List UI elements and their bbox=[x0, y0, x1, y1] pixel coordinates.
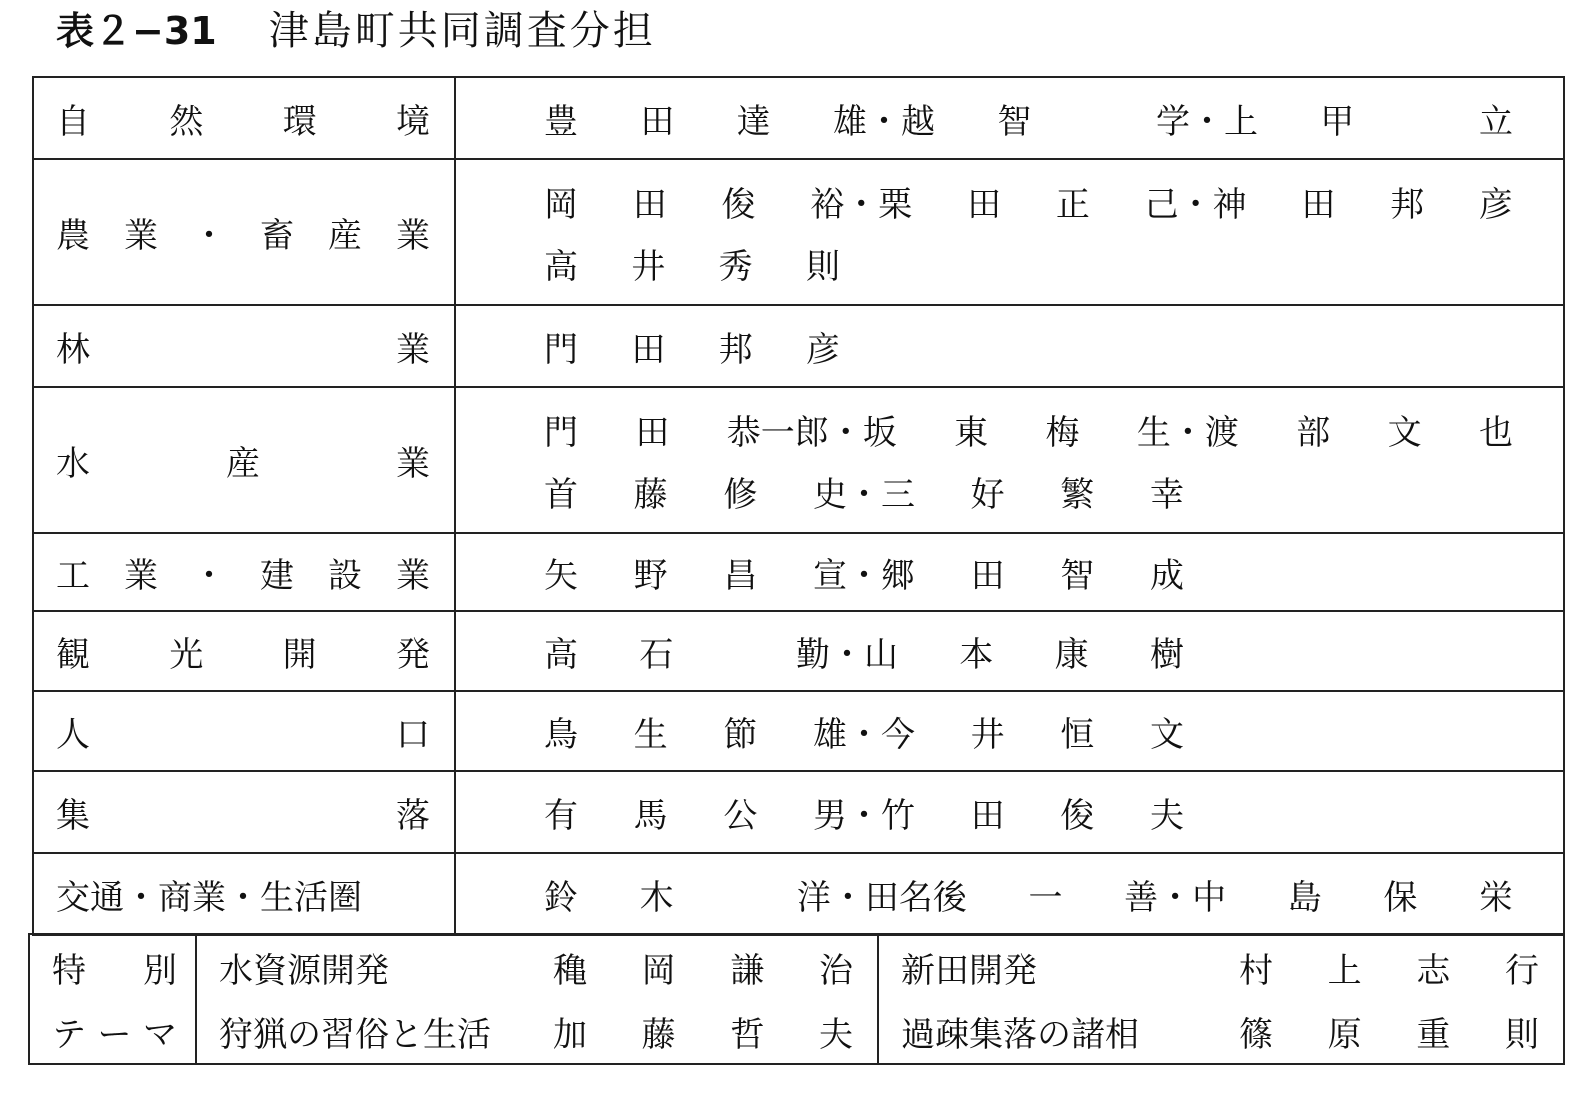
member-token: 修 bbox=[723, 474, 758, 515]
member-token: 生 bbox=[633, 714, 668, 755]
member-token: 首 bbox=[544, 474, 578, 515]
member-token: 俊 bbox=[1060, 795, 1095, 836]
category-char: 業 bbox=[396, 443, 430, 484]
special-theme-person bbox=[1239, 943, 1539, 992]
member-token: 高 bbox=[544, 246, 578, 287]
member-token: 智 bbox=[997, 101, 1032, 142]
member-token: 田 bbox=[632, 184, 667, 225]
member-token: 善・中 bbox=[1124, 877, 1227, 918]
members-line bbox=[544, 232, 840, 294]
category-cell bbox=[33, 771, 455, 853]
table-row bbox=[33, 691, 1564, 771]
special-themes-header bbox=[29, 934, 196, 1064]
member-token: 門 bbox=[544, 329, 578, 370]
special-theme-topic: 水資源開発 bbox=[219, 950, 389, 991]
header-char: ー bbox=[97, 1014, 132, 1055]
category-char: 農 bbox=[56, 215, 90, 256]
member-token: 文 bbox=[1387, 412, 1422, 453]
table-number: 表２−31 bbox=[56, 9, 217, 53]
person-char: 志 bbox=[1416, 950, 1451, 991]
member-token: 洋・田名後 bbox=[796, 877, 967, 918]
members-cell bbox=[455, 691, 1564, 771]
member-token: 保 bbox=[1383, 877, 1418, 918]
special-themes-left bbox=[196, 934, 878, 1064]
members-cell bbox=[455, 305, 1564, 387]
header-char: 別 bbox=[143, 950, 177, 991]
member-token: 鈴 bbox=[544, 877, 578, 918]
member-token: 好 bbox=[970, 474, 1005, 515]
category-char: 集 bbox=[56, 795, 90, 836]
special-header-line-2 bbox=[52, 999, 177, 1063]
category-char: 業 bbox=[124, 215, 158, 256]
table-row bbox=[33, 853, 1564, 935]
category-cell bbox=[33, 853, 455, 935]
members-cell bbox=[455, 159, 1564, 305]
category-char: 境 bbox=[395, 101, 430, 142]
category-char: 業 bbox=[124, 555, 158, 596]
category-cell bbox=[33, 533, 455, 611]
members-cell bbox=[455, 853, 1564, 935]
member-token: 正 bbox=[1055, 184, 1090, 225]
category-char: ・ bbox=[192, 215, 226, 256]
member-token: 文 bbox=[1149, 714, 1184, 755]
person-char: 穐 bbox=[553, 950, 587, 991]
category-char: 水 bbox=[56, 443, 90, 484]
category-char: 工 bbox=[56, 555, 90, 596]
members-line bbox=[544, 87, 1513, 149]
members-cell bbox=[455, 611, 1564, 691]
member-token: 田 bbox=[1301, 184, 1336, 225]
category-char: 林 bbox=[56, 329, 90, 370]
table-row bbox=[33, 611, 1564, 691]
member-token: 裕・栗 bbox=[810, 184, 913, 225]
person-char: 篠 bbox=[1239, 1014, 1273, 1055]
member-token: 達 bbox=[736, 101, 771, 142]
category-char: 業 bbox=[396, 555, 430, 596]
member-token: 部 bbox=[1296, 412, 1331, 453]
category-cell bbox=[33, 77, 455, 159]
person-char: 則 bbox=[1504, 1014, 1539, 1055]
special-header-line-1 bbox=[52, 935, 177, 999]
table-row bbox=[33, 159, 1564, 305]
member-token: 智 bbox=[1060, 555, 1095, 596]
member-token: 恭一郎・坂 bbox=[726, 412, 897, 453]
member-token: 東 bbox=[954, 412, 989, 453]
member-token: 本 bbox=[959, 634, 994, 675]
member-token: 藤 bbox=[633, 474, 668, 515]
member-token: 宣・郷 bbox=[812, 555, 915, 596]
member-token: 邦 bbox=[1390, 184, 1425, 225]
member-token: 田 bbox=[635, 412, 670, 453]
member-token: 秀 bbox=[718, 246, 753, 287]
special-theme-topic: 過疎集落の諸相 bbox=[901, 1014, 1139, 1055]
member-token: 高 bbox=[544, 634, 578, 675]
table-caption: 津島町共同調査分担 bbox=[268, 8, 656, 54]
member-token: 雄・今 bbox=[812, 714, 915, 755]
members-line bbox=[544, 781, 1184, 843]
member-token: 馬 bbox=[633, 795, 668, 836]
member-token: 昌 bbox=[723, 555, 758, 596]
members-line bbox=[544, 700, 1184, 762]
member-token: 甲 bbox=[1320, 101, 1355, 142]
header-char: 特 bbox=[52, 950, 86, 991]
category-char: 建 bbox=[260, 555, 294, 596]
category-char: 交通・商業・生活圏 bbox=[56, 877, 362, 918]
members-line bbox=[544, 620, 1184, 682]
category-cell bbox=[33, 611, 455, 691]
person-char: 藤 bbox=[641, 1014, 676, 1055]
special-theme-item bbox=[901, 999, 1539, 1063]
special-themes-right bbox=[878, 934, 1564, 1064]
category-char: ・ bbox=[192, 555, 226, 596]
category-char: 人 bbox=[56, 714, 90, 755]
member-token: 節 bbox=[723, 714, 758, 755]
person-char: 治 bbox=[818, 950, 853, 991]
members-line bbox=[544, 863, 1513, 925]
table-row bbox=[33, 77, 1564, 159]
table-row bbox=[33, 387, 1564, 533]
category-cell bbox=[33, 691, 455, 771]
category-cell bbox=[33, 305, 455, 387]
category-char: 業 bbox=[396, 215, 430, 256]
member-token: 栄 bbox=[1479, 877, 1513, 918]
member-token: 夫 bbox=[1149, 795, 1184, 836]
members-line bbox=[544, 460, 1184, 522]
special-theme-item bbox=[901, 935, 1539, 999]
person-char: 上 bbox=[1327, 950, 1362, 991]
category-char: 発 bbox=[395, 634, 430, 675]
person-char: 村 bbox=[1239, 950, 1273, 991]
member-token: 木 bbox=[639, 877, 674, 918]
member-token: 邦 bbox=[718, 329, 753, 370]
member-token: 田 bbox=[640, 101, 675, 142]
member-token: 彦 bbox=[805, 329, 840, 370]
person-char: 原 bbox=[1327, 1014, 1362, 1055]
members-cell bbox=[455, 533, 1564, 611]
member-token: 繁 bbox=[1060, 474, 1095, 515]
category-char: 然 bbox=[169, 101, 204, 142]
member-token: 史・三 bbox=[812, 474, 915, 515]
table-title bbox=[56, 6, 656, 56]
category-char: 産 bbox=[226, 443, 260, 484]
member-token: 島 bbox=[1287, 877, 1322, 918]
special-themes-row bbox=[29, 934, 1564, 1064]
member-token: 幸 bbox=[1149, 474, 1184, 515]
member-token: 俊 bbox=[721, 184, 756, 225]
table-row bbox=[33, 533, 1564, 611]
person-char: 加 bbox=[553, 1014, 587, 1055]
member-token: 一 bbox=[1028, 877, 1063, 918]
member-token: 田 bbox=[967, 184, 1002, 225]
member-token: 公 bbox=[723, 795, 758, 836]
category-cell bbox=[33, 159, 455, 305]
member-token: 石 bbox=[639, 634, 674, 675]
members-cell bbox=[455, 77, 1564, 159]
member-token: 也 bbox=[1479, 412, 1513, 453]
member-token: 己・神 bbox=[1144, 184, 1247, 225]
member-token: 田 bbox=[970, 555, 1005, 596]
members-cell bbox=[455, 387, 1564, 533]
special-theme-topic: 狩猟の習俗と生活 bbox=[219, 1014, 491, 1055]
person-char: 夫 bbox=[818, 1014, 853, 1055]
person-char: 岡 bbox=[641, 950, 676, 991]
members-cell bbox=[455, 771, 1564, 853]
special-theme-person bbox=[553, 1007, 853, 1056]
member-token: 梅 bbox=[1045, 412, 1080, 453]
category-char: 環 bbox=[282, 101, 317, 142]
category-char: 光 bbox=[169, 634, 204, 675]
header-char: テ bbox=[52, 1014, 86, 1055]
member-token: 門 bbox=[544, 412, 578, 453]
table-row bbox=[33, 771, 1564, 853]
person-char: 重 bbox=[1416, 1014, 1451, 1055]
category-char: 落 bbox=[395, 795, 430, 836]
member-token: 康 bbox=[1054, 634, 1089, 675]
category-char: 産 bbox=[328, 215, 362, 256]
member-token: 則 bbox=[805, 246, 840, 287]
member-token: 成 bbox=[1149, 555, 1184, 596]
category-cell bbox=[33, 387, 455, 533]
members-line bbox=[544, 315, 840, 377]
member-token: 田 bbox=[631, 329, 666, 370]
member-token: 恒 bbox=[1060, 714, 1095, 755]
person-char: 行 bbox=[1504, 950, 1539, 991]
special-theme-person bbox=[1239, 1007, 1539, 1056]
category-char: 自 bbox=[56, 101, 90, 142]
person-char: 哲 bbox=[730, 1014, 765, 1055]
category-char: 開 bbox=[282, 634, 317, 675]
member-token: 岡 bbox=[544, 184, 578, 225]
category-char: 畜 bbox=[260, 215, 294, 256]
members-line bbox=[544, 541, 1184, 603]
members-line bbox=[544, 170, 1513, 232]
special-theme-item bbox=[219, 935, 853, 999]
member-token: 野 bbox=[633, 555, 668, 596]
member-token: 雄・越 bbox=[832, 101, 935, 142]
member-token: 勤・山 bbox=[795, 634, 898, 675]
category-char: 観 bbox=[56, 634, 90, 675]
member-token: 有 bbox=[544, 795, 578, 836]
member-token: 彦 bbox=[1478, 184, 1513, 225]
category-char: 業 bbox=[395, 329, 430, 370]
member-token: 立 bbox=[1478, 101, 1513, 142]
special-theme-person bbox=[553, 943, 853, 992]
members-line bbox=[544, 398, 1513, 460]
member-token: 学・上 bbox=[1155, 101, 1258, 142]
member-token: 樹 bbox=[1149, 634, 1184, 675]
special-theme-item bbox=[219, 999, 853, 1063]
member-token: 矢 bbox=[544, 555, 578, 596]
member-token: 男・竹 bbox=[812, 795, 915, 836]
person-char: 謙 bbox=[730, 950, 765, 991]
member-token: 井 bbox=[970, 714, 1005, 755]
special-theme-topic: 新田開発 bbox=[901, 950, 1037, 991]
member-token: 豊 bbox=[544, 101, 578, 142]
category-char: 口 bbox=[395, 714, 430, 755]
header-char: マ bbox=[143, 1014, 177, 1055]
member-token: 生・渡 bbox=[1136, 412, 1239, 453]
special-themes-table bbox=[28, 933, 1565, 1065]
category-char: 設 bbox=[328, 555, 362, 596]
member-token: 鳥 bbox=[544, 714, 578, 755]
table-row bbox=[33, 305, 1564, 387]
assignment-table bbox=[32, 76, 1565, 936]
member-token: 田 bbox=[970, 795, 1005, 836]
member-token: 井 bbox=[631, 246, 666, 287]
